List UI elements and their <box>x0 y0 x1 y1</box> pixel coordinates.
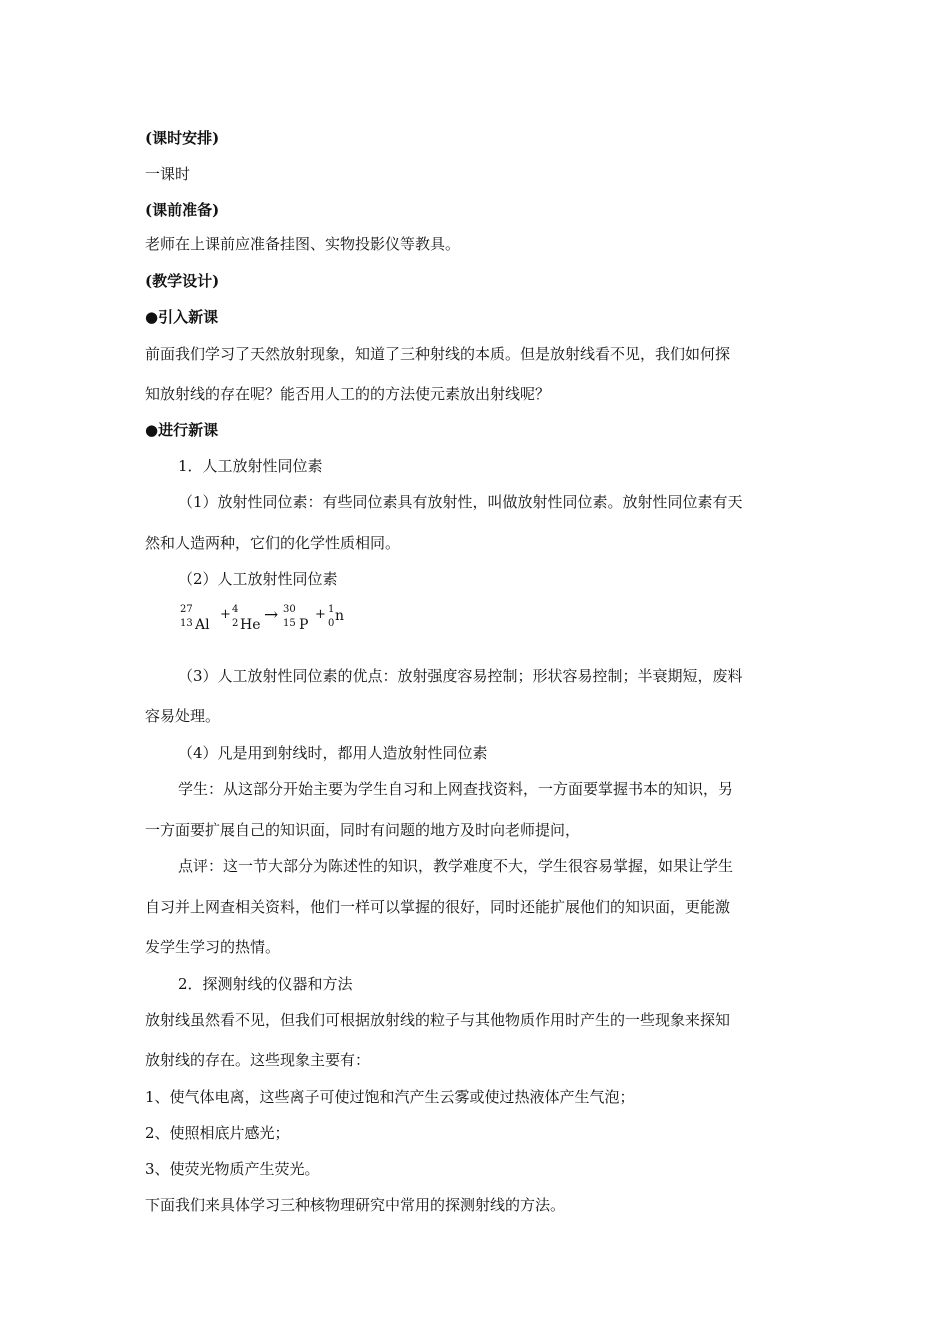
intro-paragraph-line-1: 前面我们学习了天然放射现象，知道了三种射线的本质。但是放射线看不见，我们如何探 <box>145 345 731 363</box>
reaction-arrow: → <box>264 605 279 625</box>
comment-line-2: 自习并上网查相关资料，他们一样可以掌握的很好，同时还能扩展他们的知识面，更能激 <box>145 898 731 916</box>
design-heading: (教学设计) <box>145 272 220 290</box>
nuclear-equation <box>178 602 398 638</box>
p-symbol: P <box>299 617 309 633</box>
al-mass-number: 27 <box>180 604 193 615</box>
item-2-title: （2）人工放射性同位素 <box>178 570 338 588</box>
new-lesson-heading: ●进行新课 <box>145 421 219 439</box>
phenomenon-2: 2、使照相底片感光； <box>145 1124 290 1142</box>
he-symbol: He <box>240 617 261 633</box>
plus-sign-1: + <box>220 607 231 622</box>
closing-sentence: 下面我们来具体学习三种核物理研究中常用的探测射线的方法。 <box>145 1196 566 1214</box>
item-3-line-2: 容易处理。 <box>145 707 221 725</box>
n-symbol: n <box>335 608 345 624</box>
comment-line-1: 点评：这一节大部分为陈述性的知识，教学难度不大，学生很容易掌握，如果让学生 <box>178 857 734 875</box>
item-3-line-1: （3）人工放射性同位素的优点：放射强度容易控制；形状容易控制；半衰期短，废料 <box>178 667 743 685</box>
n-mass-number: 1 <box>328 604 335 615</box>
al-symbol: Al <box>195 617 210 633</box>
phenomenon-3: 3、使荧光物质产生荧光。 <box>145 1160 320 1178</box>
prep-text: 老师在上课前应准备挂图、实物投影仪等教具。 <box>145 235 461 253</box>
prep-heading: (课前准备) <box>145 201 220 219</box>
section-1-title: 1．人工放射性同位素 <box>178 457 323 475</box>
plus-sign-2: + <box>315 607 326 622</box>
item-4: （4）凡是用到射线时，都用人造放射性同位素 <box>178 744 488 762</box>
he-mass-number: 4 <box>232 604 239 615</box>
section-2-paragraph-line-1: 放射线虽然看不见，但我们可根据放射线的粒子与其他物质作用时产生的一些现象来探知 <box>145 1011 731 1029</box>
section-2-paragraph-line-2: 放射线的存在。这些现象主要有： <box>145 1051 371 1069</box>
comment-line-3: 发学生学习的热情。 <box>145 938 281 956</box>
schedule-text: 一课时 <box>145 165 191 183</box>
student-note-line-2: 一方面要扩展自己的知识面，同时有问题的地方及时向老师提问， <box>145 821 581 839</box>
intro-heading: ●引入新课 <box>145 308 219 326</box>
item-1-line-1: （1）放射性同位素：有些同位素具有放射性，叫做放射性同位素。放射性同位素有天 <box>178 493 743 511</box>
n-atomic-number: 0 <box>328 618 335 629</box>
intro-paragraph-line-2: 知放射线的存在呢？能否用人工的的方法使元素放出射线呢？ <box>145 385 551 403</box>
item-1-line-2: 然和人造两种，它们的化学性质相同。 <box>145 534 401 552</box>
p-mass-number: 30 <box>283 604 296 615</box>
al-atomic-number: 13 <box>180 618 193 629</box>
phenomenon-1: 1、使气体电离，这些离子可使过饱和汽产生云雾或使过热液体产生气泡； <box>145 1088 635 1106</box>
p-atomic-number: 15 <box>283 618 296 629</box>
schedule-heading: (课时安排) <box>145 129 220 147</box>
student-note-line-1: 学生：从这部分开始主要为学生自习和上网查找资料，一方面要掌握书本的知识，另 <box>178 780 734 798</box>
section-2-title: 2．探测射线的仪器和方法 <box>178 975 353 993</box>
he-atomic-number: 2 <box>232 618 239 629</box>
